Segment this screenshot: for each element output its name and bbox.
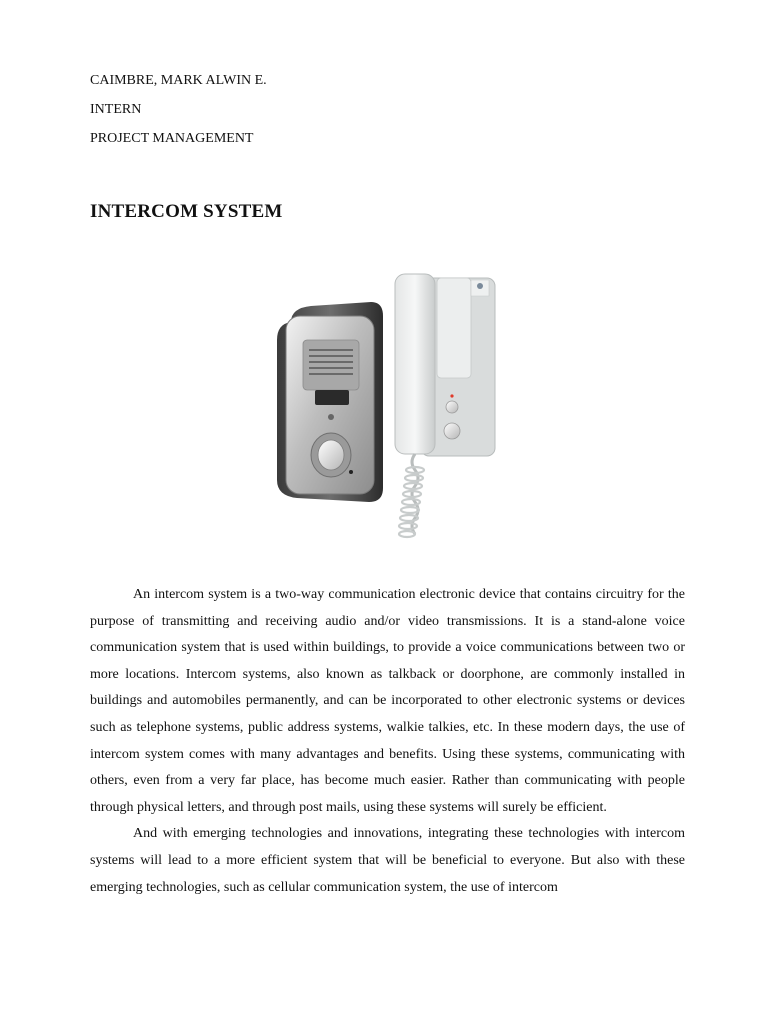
page-title: INTERCOM SYSTEM [90,201,283,222]
intercom-figure [255,270,505,545]
paragraph: An intercom system is a two-way communication electronic device that contains circuitry for the purpose of transmitting and receiving audio and/or video transmissions. It is a stand-alone voice communication system that is used within buildings, to provide a voice communications between two or more locations. Intercom systems, also known as talkback or doorphone, are commonly installed in buildings and automobiles permanently, and can be incorporated to other electronic systems or devices such as telephone systems, public address systems, walkie talkies, etc. In these modern days, the use of intercom system comes with many advantages and benefits. Using these systems, communicating with others, even from a very far place, has become much easier. Rather than communicating with people through physical letters, and through post mails, using these systems will surely be efficient. [90,587,685,815]
door-station-icon [277,302,383,502]
author-name: CAIMBRE, MARK ALWIN E. [90,73,267,88]
paragraph: And with emerging technologies and innovations, integrating these technologies with intercom systems will lead to a more efficient system that will be beneficial to everyone. But also with these emerging technologies, such as cellular communication system, the use of intercom [90,826,685,895]
intercom-handset-icon [395,274,495,537]
author-department: PROJECT MANAGEMENT [90,131,254,146]
author-role: INTERN [90,102,142,117]
body-text [90,582,685,901]
